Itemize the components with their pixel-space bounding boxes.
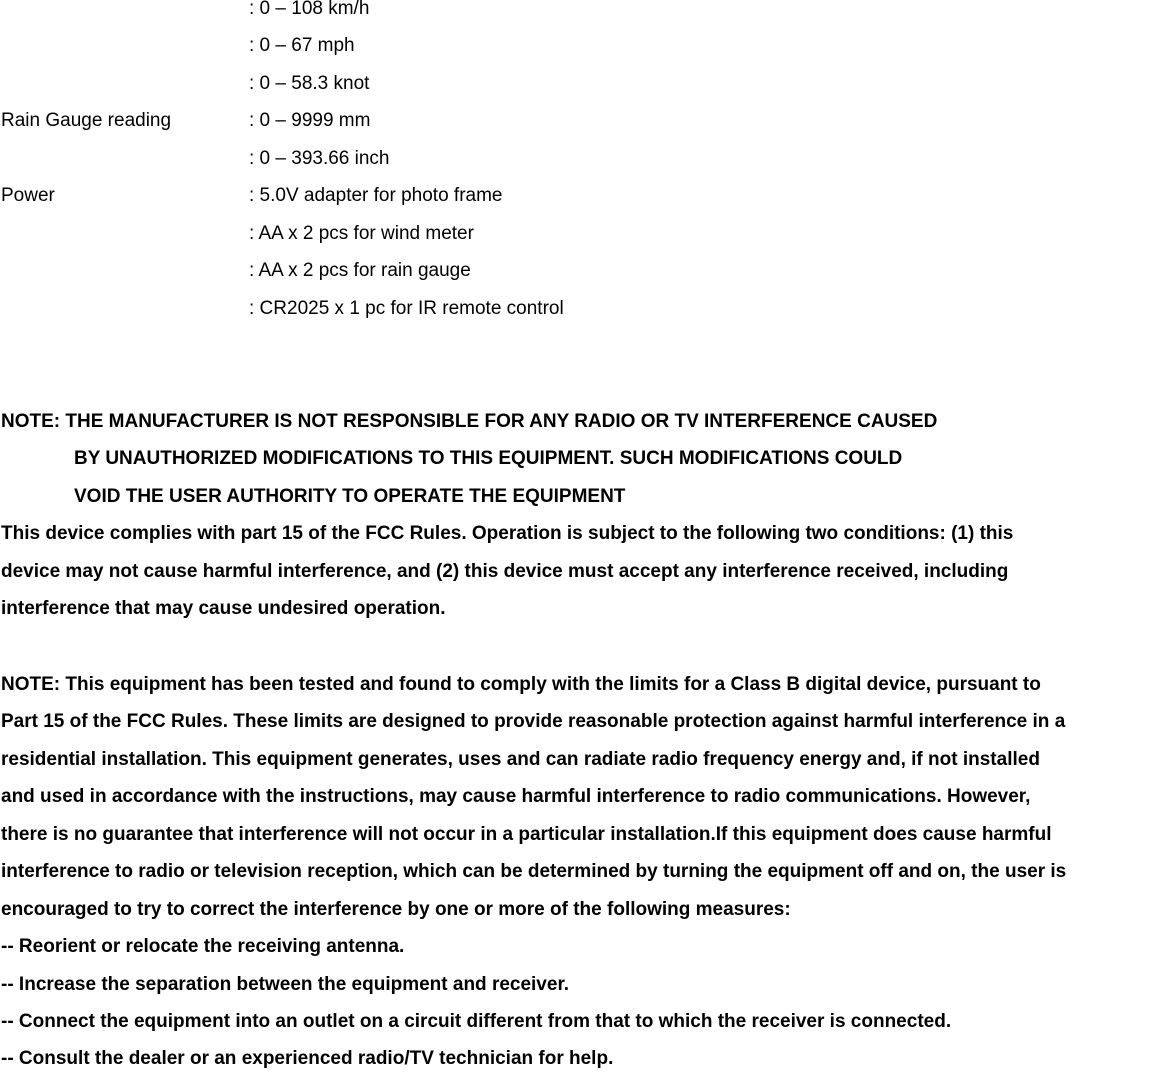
compliance-line: device may not cause harmful interference, and (2) this device must accept any interference received, including bbox=[1, 561, 1009, 582]
fcc-note-line: there is no guarantee that interference will not occur in a particular installation.If this equipment does cause harmful bbox=[1, 824, 1052, 845]
measure-item: -- Consult the dealer or an experienced radio/TV technician for help. bbox=[1, 1048, 614, 1069]
fcc-note-line: interference to radio or television reception, which can be determined by turning the equipment off and on, the user is bbox=[1, 861, 1067, 882]
fcc-note-line: NOTE: This equipment has been tested and found to comply with the limits for a Class B digital device, pursuant to bbox=[1, 674, 1041, 695]
spec-value: : CR2025 x 1 pc for IR remote control bbox=[249, 298, 564, 319]
fcc-note-line: and used in accordance with the instructions, may cause harmful interference to radio communications. However, bbox=[1, 786, 1031, 807]
spec-row bbox=[0, 69, 1168, 99]
spec-value: : 0 – 67 mph bbox=[249, 35, 355, 56]
spec-value: : 0 – 108 km/h bbox=[249, 0, 370, 19]
spec-row bbox=[0, 219, 1168, 249]
spec-row bbox=[0, 256, 1168, 286]
spec-row bbox=[0, 106, 1168, 136]
spec-row bbox=[0, 294, 1168, 324]
spec-value: : 0 – 9999 mm bbox=[249, 110, 371, 131]
measure-item: -- Increase the separation between the equipment and receiver. bbox=[1, 974, 570, 995]
compliance-line: This device complies with part 15 of the FCC Rules. Operation is subject to the following two conditions: (1) this bbox=[1, 523, 1014, 544]
fcc-note-line: Part 15 of the FCC Rules. These limits are designed to provide reasonable protection against harmful interference in a bbox=[1, 711, 1066, 732]
spec-row bbox=[0, 181, 1168, 211]
spec-row bbox=[0, 0, 1168, 24]
spec-label: Rain Gauge reading bbox=[1, 110, 172, 131]
spec-value: : 0 – 393.66 inch bbox=[249, 148, 390, 169]
measure-item: -- Connect the equipment into an outlet on a circuit different from that to which the receiver is connected. bbox=[1, 1011, 952, 1032]
spec-value: : AA x 2 pcs for wind meter bbox=[249, 223, 474, 244]
spec-value: : AA x 2 pcs for rain gauge bbox=[249, 260, 471, 281]
manufacturer-note-line: BY UNAUTHORIZED MODIFICATIONS TO THIS EQUIPMENT. SUCH MODIFICATIONS COULD bbox=[74, 448, 903, 469]
compliance-line: interference that may cause undesired operation. bbox=[1, 598, 446, 619]
measure-item: -- Reorient or relocate the receiving antenna. bbox=[1, 936, 405, 957]
fcc-note-line: residential installation. This equipment generates, uses and can radiate radio frequency energy and, if not installed bbox=[1, 749, 1040, 770]
spec-label: Power bbox=[1, 185, 55, 206]
fcc-note-line: encouraged to try to correct the interference by one or more of the following measures: bbox=[1, 899, 791, 920]
spec-row bbox=[0, 31, 1168, 61]
manufacturer-note-line: VOID THE USER AUTHORITY TO OPERATE THE EQUIPMENT bbox=[74, 486, 626, 507]
spec-row bbox=[0, 144, 1168, 174]
spec-value: : 0 – 58.3 knot bbox=[249, 73, 370, 94]
spec-value: : 5.0V adapter for photo frame bbox=[249, 185, 503, 206]
manufacturer-note-line: NOTE: THE MANUFACTURER IS NOT RESPONSIBLE FOR ANY RADIO OR TV INTERFERENCE CAUSED bbox=[1, 411, 938, 432]
